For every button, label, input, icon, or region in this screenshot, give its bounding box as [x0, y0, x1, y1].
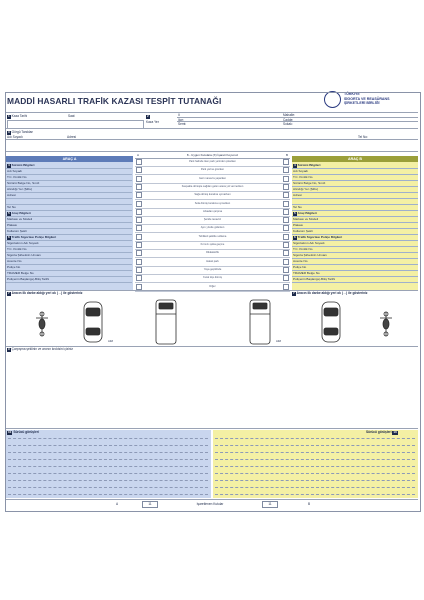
note-line: [215, 459, 415, 460]
checkbox-b[interactable]: [283, 234, 289, 240]
checkbox-a[interactable]: [136, 242, 142, 248]
vehicle_b-driver-field[interactable]: Adresi: [292, 192, 418, 199]
note-line: [8, 494, 208, 495]
checkbox-a[interactable]: [136, 192, 142, 198]
checkbox-b[interactable]: [283, 159, 289, 165]
note-line: [8, 459, 208, 460]
circumstance-label: Tehlikeli şekilde sollama: [198, 234, 227, 238]
vehicle_a-driver-field[interactable]: Adı Soyadı: [6, 168, 132, 175]
checkbox-b[interactable]: [283, 284, 289, 290]
footer-marker-b: B: [308, 502, 311, 506]
checkbox-b[interactable]: [283, 275, 289, 281]
witnesses-title: 3 Görgü Tanıkları: [8, 130, 34, 134]
district-label: İlçe:: [178, 117, 184, 122]
checkbox-b[interactable]: [283, 209, 289, 215]
vehicle_a-policy-field[interactable]: T.C. Kimlik No: [6, 246, 132, 253]
vehicle-b-header: ARAÇ B: [292, 156, 418, 162]
circumstance-label: Park halinde iken park yerinden çıkarken: [189, 160, 236, 163]
checkbox-b[interactable]: [283, 217, 289, 223]
vehicle_b-policy-field[interactable]: TRAMER Belge No: [292, 270, 418, 277]
vehicle_a-vehicle-field[interactable]: Plakası: [6, 222, 132, 229]
logo-line-2: SİGORTA VE REASÜRANS: [344, 96, 390, 101]
vehicle_b-vehicle-field[interactable]: Markası ve Modeli: [292, 216, 418, 223]
vehicle_b-policy-field[interactable]: Sigortalının Adı Soyadı: [292, 240, 418, 247]
vehicle_b-policy-field[interactable]: Poliçe No: [292, 264, 418, 271]
vehicle_b-policy-field[interactable]: Poliçenin Başlangıç-Bitiş Tarihi: [292, 276, 418, 283]
checkbox-b[interactable]: [283, 225, 289, 231]
vehicle_b-vehicle-title: 5 Araç Bilgileri: [292, 210, 418, 217]
truck-a-icon: [156, 300, 176, 344]
note-line: [215, 480, 415, 481]
vehicle_b-policy-field[interactable]: Sigorta Şirketinin Unvanı: [292, 252, 418, 259]
accident-date-label: 1 Kaza Tarihi: [8, 114, 28, 118]
circumstance-label: Park yerine girerken: [200, 168, 225, 172]
vehicle_a-policy-field[interactable]: TRAMER Belge No: [6, 270, 132, 277]
place-label-text: Kaza Yeri: [146, 120, 160, 124]
checkbox-a[interactable]: [136, 259, 142, 265]
note-line: [215, 487, 415, 488]
vehicle_b-policy-field[interactable]: T.C. Kimlik No: [292, 246, 418, 253]
checkbox-a[interactable]: [136, 167, 142, 173]
motorcycle-a-icon: [36, 312, 48, 336]
witness-address-label: Adresi: [67, 135, 77, 139]
checkbox-a[interactable]: [136, 275, 142, 281]
divider: [6, 112, 418, 113]
city-label: İl:: [178, 113, 181, 117]
checkbox-a[interactable]: [136, 176, 142, 182]
vehicle_b-driver-field[interactable]: Sürücü Belge No, Sınıfı: [292, 180, 418, 187]
note-line: [215, 466, 415, 467]
vehicle_b-driver-title: 4 Sürücü Bilgileri: [292, 162, 418, 169]
sketch-title: 9 Çarpışma şeklinin ve anının krokisini çiziniz: [8, 347, 73, 351]
note-line: [215, 473, 415, 474]
ara-label-b: ARA: [276, 340, 282, 343]
checkbox-a[interactable]: [136, 225, 142, 231]
checkbox-a[interactable]: [136, 201, 142, 207]
circumstance-label: Diğer: [209, 284, 216, 288]
notes-title-b: Sürücü görüşleri 10: [366, 430, 397, 434]
checkbox-a[interactable]: [136, 250, 142, 256]
form-title: MADDİ HASARLI TRAFİK KAZASI TESPİT TUTANAĞI: [7, 96, 222, 106]
vehicle_a-driver-field[interactable]: Adresi: [6, 192, 132, 199]
place-label: 2: [147, 114, 149, 118]
vehicle_b-driver-field[interactable]: Alındığı Yer (Şifre): [292, 186, 418, 193]
note-line: [8, 487, 208, 488]
note-line: [215, 445, 415, 446]
note-line: [215, 438, 415, 439]
logo-line-3: ŞİRKETLERİ BİRLİĞİ: [344, 101, 380, 106]
checkbox-a[interactable]: [136, 234, 142, 240]
circumstance-label: Yaya geçidinde: [203, 267, 222, 271]
motorcycle-b-icon: [380, 312, 392, 336]
footer-count-a[interactable]: 11: [142, 501, 158, 508]
notes-title-a: 10 Sürücü görüşleri: [8, 430, 39, 434]
vehicle_b-vehicle-field[interactable]: Plakası: [292, 222, 418, 229]
checkbox-b[interactable]: [283, 201, 289, 207]
vehicle-diagrams: [6, 298, 418, 346]
vehicle_a-policy-field[interactable]: Poliçe No: [6, 264, 132, 271]
divider: [177, 121, 418, 122]
note-line: [8, 466, 208, 467]
circumstance-label: Sağa dönüş kuralına uymazken: [194, 193, 231, 197]
sketch-area[interactable]: [6, 352, 418, 428]
vehicle_b-policy-title: 6 Trafik Sigortası Poliçe Bilgileri: [292, 234, 418, 241]
circumstance-label: Arkadan çarpma: [202, 209, 223, 213]
ara-label-a: ARA: [108, 340, 114, 343]
circumstance-label: Şeride tecavüz: [203, 218, 222, 222]
checkbox-b[interactable]: [283, 259, 289, 265]
vehicle_a-policy-title: 6 Trafik Sigortası Poliçe Bilgileri: [6, 234, 132, 241]
footer-count-b[interactable]: 11: [262, 501, 278, 508]
note-line: [215, 452, 415, 453]
neighborhood-label: Semt:: [178, 122, 187, 126]
car-a-icon: [84, 302, 102, 342]
vehicle_a-policy-field[interactable]: Acente No: [6, 258, 132, 265]
divider: [177, 117, 418, 118]
street-label: Cadde:: [283, 117, 294, 122]
circumstances-list: [135, 158, 290, 296]
footer-marker-a: A: [116, 502, 119, 506]
note-line: [8, 438, 208, 439]
checkbox-b[interactable]: [283, 176, 289, 182]
accident-time-label: Saat: [68, 114, 75, 118]
circumstance-label: Aynı yönde giderken: [200, 226, 225, 230]
checkbox-b[interactable]: [283, 250, 289, 256]
circumstance-label: Hatalı park: [206, 259, 219, 263]
checkbox-a[interactable]: [136, 284, 142, 290]
vehicle_b-driver-field[interactable]: Adı Soyadı: [292, 168, 418, 175]
vehicle_b-policy-field[interactable]: Acente No: [292, 258, 418, 265]
witness-phone-label: Tel No:: [358, 135, 368, 139]
vehicle_a-vehicle-title: 5 Araç Bilgileri: [6, 210, 132, 217]
checkbox-a[interactable]: [136, 184, 142, 190]
footer-center-label: İşaretlenen Kutular: [196, 502, 224, 506]
circumstance-label: Kavşakta dönüşte sağdan gelen araca yol vermezken: [181, 184, 244, 188]
note-line: [8, 480, 208, 481]
logo-line-1: TÜRKİYE: [344, 92, 360, 96]
vehicle_a-driver-field[interactable]: Sürücü Belge No, Sınıfı: [6, 180, 132, 187]
checkbox-b[interactable]: [283, 267, 289, 273]
impact-title-b: 7 Aracın ilk darbe aldığı yeri ok (→) ile gösteriniz: [293, 291, 368, 295]
checkbox-a[interactable]: [136, 267, 142, 273]
middle-header: A 8 - Uygun Kutulara (X) İşareti Koyunuz B: [137, 153, 288, 157]
checkbox-b[interactable]: [283, 184, 289, 190]
note-line: [8, 452, 208, 453]
divider: [6, 128, 418, 129]
vehicle_b-driver-field[interactable]: Tel No: [292, 204, 418, 211]
note-line: [215, 494, 415, 495]
quarter-label: Mahalle:: [283, 113, 296, 117]
vehicle-a-header: ARAÇ A: [6, 156, 133, 162]
truck-b-icon: [250, 300, 270, 344]
checkbox-b[interactable]: [283, 242, 289, 248]
circumstance-label: Sola dönüş kuralına uymazken: [194, 201, 231, 205]
vehicle_b-vehicle-field[interactable]: Kullanım Şekli: [292, 228, 418, 235]
impact-title-a: 7 Aracın ilk darbe aldığı yeri ok (→) ile gösteriniz: [8, 291, 83, 295]
vehicle_a-driver-field[interactable]: T.C. Kimlik No: [6, 174, 132, 181]
car-b-icon: [322, 302, 340, 342]
vehicle_a-policy-field[interactable]: Poliçenin Başlangıç-Bitiş Tarihi: [6, 276, 132, 283]
divider: [6, 499, 418, 500]
vehicle_a-vehicle-field[interactable]: Markası ve Modeli: [6, 216, 132, 223]
vehicle_a-policy-field[interactable]: Sigortalının Adı Soyadı: [6, 240, 132, 247]
checkbox-a[interactable]: [136, 217, 142, 223]
circumstance-label: Kural dışı dönüş: [203, 276, 222, 280]
checkbox-b[interactable]: [283, 192, 289, 198]
circumstance-label: Dikkatsizlik: [206, 251, 219, 255]
vehicle_a-policy-field[interactable]: Sigorta Şirketinin Unvanı: [6, 252, 132, 259]
circumstance-label: Kırmızı ışıkta geçme: [200, 243, 225, 246]
checkbox-a[interactable]: [136, 209, 142, 215]
checkbox-b[interactable]: [283, 167, 289, 173]
vehicle_a-driver-field[interactable]: Tel No: [6, 204, 132, 211]
circumstance-label: Geri manevra yaparken: [198, 176, 227, 180]
lane-label: Sokak:: [283, 122, 293, 126]
vehicle_a-driver-field[interactable]: Alındığı Yer (Şifre): [6, 186, 132, 193]
note-line: [8, 445, 208, 446]
vehicle_b-driver-field[interactable]: T.C. Kimlik No: [292, 174, 418, 181]
witness-name-label: Adı Soyadı: [7, 135, 23, 139]
divider: [6, 428, 418, 429]
vehicle_a-vehicle-field[interactable]: Kullanım Şekli: [6, 228, 132, 235]
vehicle_a-driver-title: 4 Sürücü Bilgileri: [6, 162, 132, 169]
note-line: [8, 473, 208, 474]
checkbox-a[interactable]: [136, 159, 142, 165]
